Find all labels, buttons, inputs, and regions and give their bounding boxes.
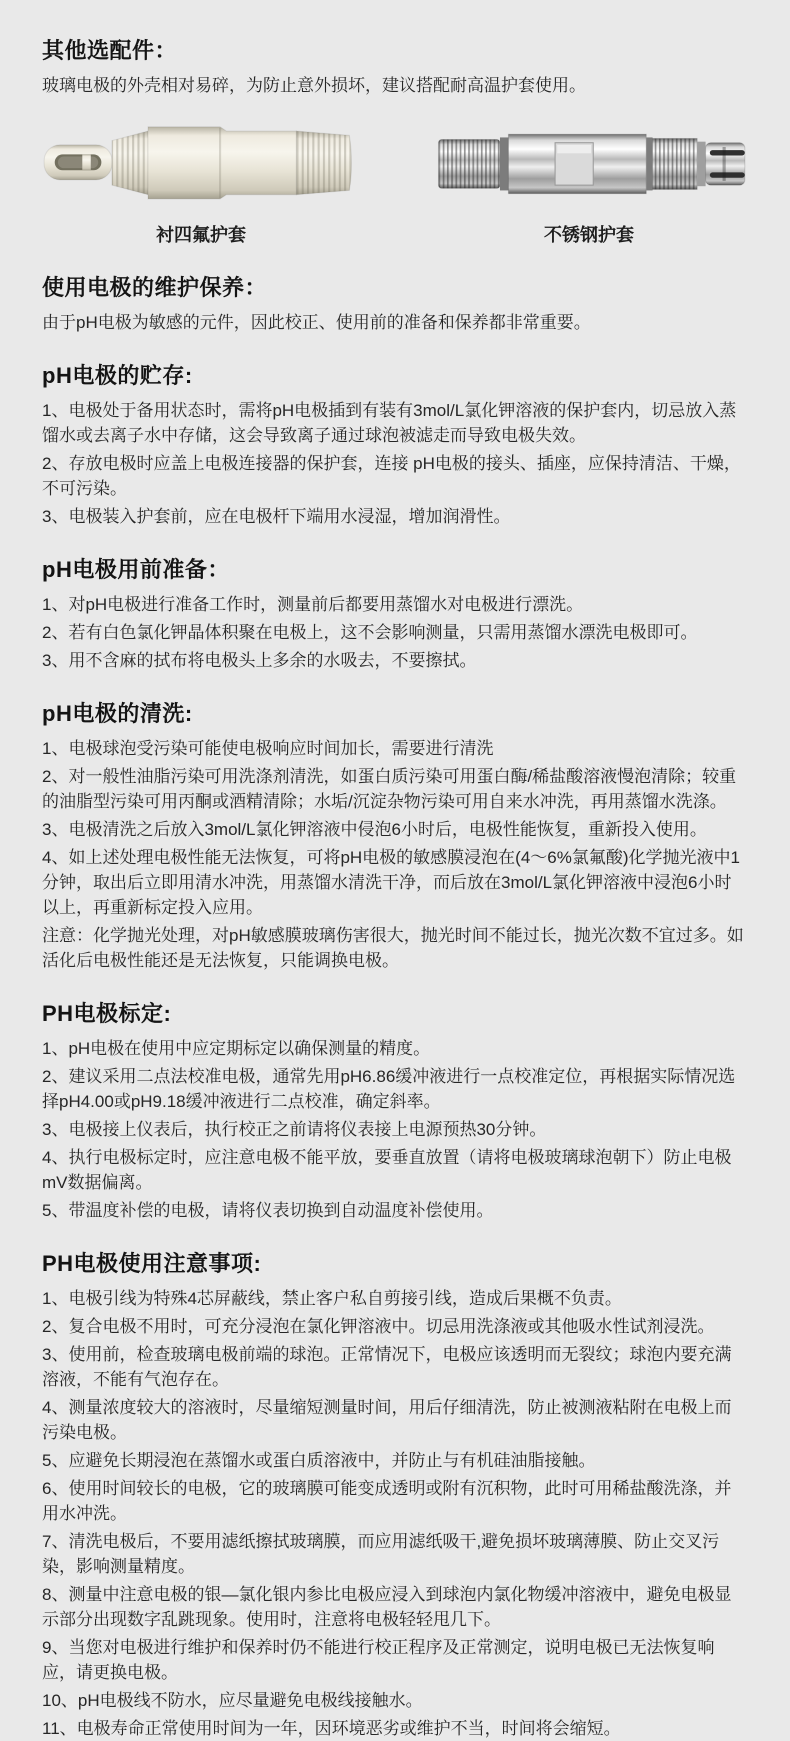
product-caption: 不锈钢护套 bbox=[544, 224, 634, 245]
list-item: 9、当您对电极进行维护和保养时仍不能进行校正程序及正常测定，说明电极已无法恢复响应，请更换电极。 bbox=[42, 1637, 715, 1682]
list-item: 4、测量浓度较大的溶液时，尽量缩短测量时间，用后仔细清洗，防止被测液粘附在电极上而污染电极。 bbox=[42, 1397, 732, 1442]
list-item: 4、如上述处理电极性能无法恢复，可将pH电极的敏感膜浸泡在(4～6%氯氟酸)化学抛光液中1分钟，取出后立即用清水冲洗，用蒸馏水清洗干净，而后放在3mol/L氯化钾溶液中浸泡6小时以上，再重新标定投入应用。 bbox=[42, 847, 740, 917]
list-item: 11、电极寿命正常使用时间为一年，因环境恶劣或维护不当，时间将会缩短。 bbox=[42, 1718, 621, 1738]
list-item: 1、对pH电极进行准备工作时，测量前后都要用蒸馏水对电极进行漂洗。 bbox=[42, 594, 584, 614]
product-ptfe-sheath bbox=[42, 112, 360, 247]
list-item: 1、电极球泡受污染可能使电极响应时间加长，需要进行清洗 bbox=[42, 738, 494, 758]
instruction-sections bbox=[42, 359, 748, 1741]
list-item: 7、清洗电极后，不要用滤纸擦拭玻璃膜，而应用滤纸吸干,避免损坏玻璃薄膜、防止交叉污染，影响测量精度。 bbox=[42, 1531, 720, 1576]
section-title: pH电极用前准备： bbox=[42, 556, 230, 582]
list-item: 1、pH电极在使用中应定期标定以确保测量的精度。 bbox=[42, 1038, 431, 1058]
list-item: 2、建议采用二点法校准电极，通常先用pH6.86缓冲液进行一点校准定位，再根据实际情况选择pH4.00或pH9.18缓冲液进行二点校准，确定斜率。 bbox=[42, 1066, 736, 1111]
product-stainless-sheath bbox=[430, 112, 748, 247]
list-item: 3、电极清洗之后放入3mol/L氯化钾溶液中侵泡6小时后，电极性能恢复，重新投入使用。 bbox=[42, 819, 707, 839]
list-item: 8、测量中注意电极的银—氯化银内参比电极应浸入到球泡内氯化物缓冲溶液中，避免电极显示部分出现数字乱跳现象。使用时，注意将电极轻轻甩几下。 bbox=[42, 1584, 732, 1629]
list-item: 2、对一般性油脂污染可用洗涤剂清洗，如蛋白质污染可用蛋白酶/稀盐酸溶液慢泡清除；较重的油脂型污染可用丙酮或酒精清除；水垢/沉淀杂物污染可用自来水冲洗，再用蒸馏水洗涤。 bbox=[42, 766, 737, 811]
instruction-section bbox=[42, 553, 748, 673]
section-title: PH电极使用注意事项: bbox=[42, 1250, 262, 1276]
instruction-section bbox=[42, 697, 748, 973]
product-caption: 衬四氟护套 bbox=[156, 224, 246, 245]
list-item: 5、带温度补偿的电极，请将仪表切换到自动温度补偿使用。 bbox=[42, 1200, 494, 1220]
maintenance-intro: 由于pH电极为敏感的元件，因此校正、使用前的准备和保养都非常重要。 bbox=[42, 312, 591, 332]
list-item: 1、电极处于备用状态时，需将pH电极插到有装有3mol/L氯化钾溶液的保护套内，切忌放入蒸馏水或去离子水中存储，这会导致离子通过球泡被滤走而导致电极失效。 bbox=[42, 400, 737, 445]
list-item: 1、电极引线为特殊4芯屏蔽线，禁止客户私自剪接引线，造成后果概不负责。 bbox=[42, 1288, 622, 1308]
section-title: pH电极的清洗: bbox=[42, 700, 193, 726]
section-title: pH电极的贮存: bbox=[42, 362, 193, 388]
list-item: 6、使用时间较长的电极，它的玻璃膜可能变成透明或附有沉积物，此时可用稀盐酸洗涤，并用水冲洗。 bbox=[42, 1478, 732, 1523]
stainless-steel-sheath-photo bbox=[430, 112, 748, 213]
accessories-title: 其他选配件： bbox=[42, 38, 178, 63]
instruction-section bbox=[42, 359, 748, 529]
list-item: 3、电极接上仪表后，执行校正之前请将仪表接上电源预热30分钟。 bbox=[42, 1119, 547, 1139]
list-item: 2、存放电极时应盖上电极连接器的保护套，连接 pH电极的接头、插座，应保持清洁、干燥，不可污染。 bbox=[42, 453, 741, 498]
instruction-section bbox=[42, 997, 748, 1223]
list-item: 5、应避免长期浸泡在蒸馏水或蛋白质溶液中，并防止与有机硅油脂接触。 bbox=[42, 1450, 596, 1470]
instruction-section bbox=[42, 1247, 748, 1741]
list-item: 注意：化学抛光处理，对pH敏感膜玻璃伤害很大，抛光时间不能过长，抛光次数不宜过多。如活化后电极性能还是无法恢复，只能调换电极。 bbox=[42, 925, 744, 970]
list-item: 4、执行电极标定时，应注意电极不能平放，要垂直放置（请将电极玻璃球泡朝下）防止电极mV数据偏离。 bbox=[42, 1147, 732, 1192]
list-item: 2、若有白色氯化钾晶体积聚在电极上，这不会影响测量，只需用蒸馏水漂洗电极即可。 bbox=[42, 622, 698, 642]
list-item: 3、电极装入护套前，应在电极杆下端用水浸湿，增加润滑性。 bbox=[42, 506, 511, 526]
list-item: 3、使用前，检查玻璃电极前端的球泡。正常情况下，电极应该透明而无裂纹；球泡内要充满溶液，不能有气泡存在。 bbox=[42, 1344, 732, 1389]
maintenance-title: 使用电极的维护保养： bbox=[42, 274, 268, 300]
list-item: 2、复合电极不用时，可充分浸泡在氯化钾溶液中。切忌用洗涤液或其他吸水性试剂浸洗。 bbox=[42, 1316, 715, 1336]
accessories-images bbox=[42, 112, 748, 247]
accessories-intro: 玻璃电极的外壳相对易碎，为防止意外损坏，建议搭配耐高温护套使用。 bbox=[42, 76, 586, 95]
section-title: PH电极标定: bbox=[42, 1000, 172, 1026]
list-item: 10、pH电极线不防水，应尽量避免电极线接触水。 bbox=[42, 1690, 423, 1710]
list-item: 3、用不含麻的拭布将电极头上多余的水吸去，不要擦拭。 bbox=[42, 650, 477, 670]
ptfe-sheath-photo bbox=[42, 112, 360, 213]
